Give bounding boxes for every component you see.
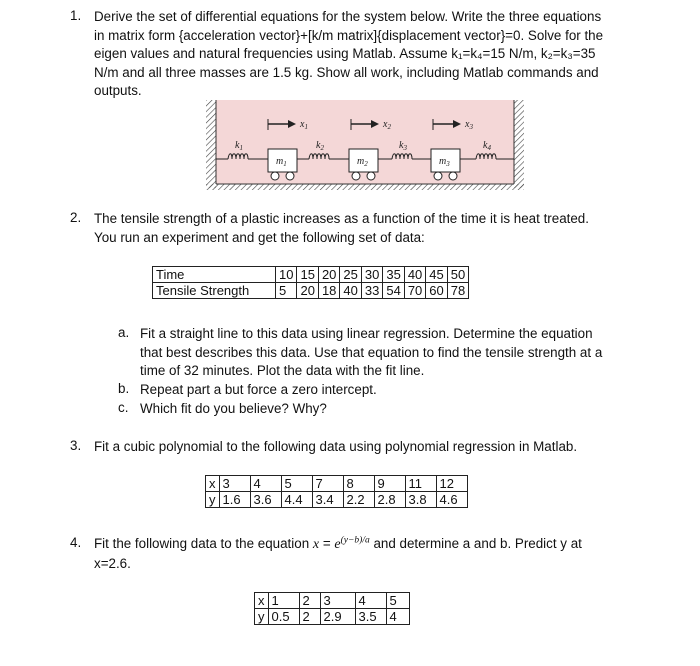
row-label: Tensile Strength <box>153 283 276 299</box>
table-cell: 4.6 <box>436 492 467 508</box>
q3-text <box>94 438 577 457</box>
table-row <box>255 593 410 609</box>
table-cell: 7 <box>312 476 343 492</box>
table-cell: 1.6 <box>219 492 250 508</box>
q2a-line: time of 32 minutes. Plot the data with the fit line. <box>140 363 425 378</box>
ground <box>206 184 524 190</box>
q4-text-before: Fit the following data to the equation <box>94 536 310 551</box>
q4-text <box>94 535 582 573</box>
left-wall <box>206 100 216 188</box>
table-cell: 40 <box>340 283 361 299</box>
k3-label: $k_3$ <box>399 140 407 152</box>
q4-eq-equals: = <box>322 536 331 551</box>
table-cell: 5 <box>276 283 297 299</box>
row-label: Time <box>153 267 276 283</box>
q2-text <box>94 210 589 247</box>
q3-number: 3. <box>70 438 82 453</box>
x3-label: $x_3$ <box>465 119 473 131</box>
table-cell: 4.4 <box>281 492 312 508</box>
svg-text:m3: $m_3$ <box>439 156 450 168</box>
table-cell: 20 <box>318 267 339 283</box>
table-cell: 18 <box>318 283 339 299</box>
table-cell: 4 <box>386 609 409 625</box>
q1-number: 1. <box>70 8 82 23</box>
table-cell: 2 <box>299 593 320 609</box>
q1-text <box>94 8 603 101</box>
svg-text:m2: $m_2$ <box>357 156 368 168</box>
q4-eq-exponent: (y−b)/a <box>340 535 370 546</box>
cubic-data-table <box>205 475 468 508</box>
table-cell: 78 <box>447 283 468 299</box>
q4-equation <box>334 537 369 552</box>
q2a-line: that best describes this data. Use that equation to find the tensile strength at a <box>140 344 603 360</box>
table-cell: 5 <box>386 593 409 609</box>
table-cell: 40 <box>404 267 425 283</box>
q4-eq-var: x <box>312 537 320 552</box>
table-cell: 2 <box>299 609 320 625</box>
k4-label: $k_4$ <box>483 140 491 152</box>
q2a-text <box>140 325 602 381</box>
q4-number: 4. <box>70 535 82 550</box>
q1-line: in matrix form {acceleration vector}+[k/m matrix]{displacement vector}=0. Solve for the <box>94 27 604 43</box>
table-cell: 3 <box>320 593 355 609</box>
table-cell: 20 <box>297 283 318 299</box>
q1-line: N/m and all three masses are 1.5 kg. Show all work, including Matlab commands and <box>94 64 599 80</box>
table-cell: 3.4 <box>312 492 343 508</box>
table-cell: 25 <box>340 267 361 283</box>
q2a-letter: a. <box>118 325 130 340</box>
q2c-letter: c. <box>118 400 129 415</box>
table-cell: 3 <box>219 476 250 492</box>
q4-line <box>94 535 582 555</box>
right-wall <box>514 100 524 188</box>
row-label: y <box>206 492 220 508</box>
row-label: x <box>255 593 269 609</box>
svg-text:m1: $m_1$ <box>276 156 287 168</box>
k1-label: $k_1$ <box>235 140 243 152</box>
table-cell: 0.5 <box>268 609 299 625</box>
table-cell: 54 <box>383 283 404 299</box>
table-cell: 45 <box>426 267 447 283</box>
spring-mass-diagram <box>206 100 524 201</box>
q2c-text <box>140 400 327 419</box>
q2a-line: Fit a straight line to this data using linear regression. Determine the equation <box>140 326 593 341</box>
q2b-line: Repeat part a but force a zero intercept. <box>140 382 377 397</box>
x2-label: $x_2$ <box>383 119 391 131</box>
table-row <box>206 492 468 508</box>
table-cell: 10 <box>276 267 297 283</box>
table-cell: 4 <box>250 476 281 492</box>
q2b-text <box>140 381 377 400</box>
q2-line: The tensile strength of a plastic increases as a function of the time it is heat treated. <box>94 211 589 226</box>
table-cell: 2.2 <box>343 492 374 508</box>
q3-line: Fit a cubic polynomial to the following data using polynomial regression in Matlab. <box>94 439 578 454</box>
table-cell: 30 <box>361 267 382 283</box>
table-cell: 5 <box>281 476 312 492</box>
table-row <box>153 267 469 283</box>
table-cell: 33 <box>361 283 382 299</box>
table-cell: 60 <box>426 283 447 299</box>
q1-line: outputs. <box>94 83 142 98</box>
q4-text-after: and determine a and b. Predict y at <box>373 536 582 551</box>
x1-label: $x_1$ <box>300 119 308 131</box>
q4-line: x=2.6. <box>94 555 131 571</box>
q2-line: You run an experiment and get the following set of data: <box>94 229 425 245</box>
table-cell: 3.5 <box>355 609 386 625</box>
table-cell: 3.6 <box>250 492 281 508</box>
table-cell: 4 <box>355 593 386 609</box>
table-cell: 2.9 <box>320 609 355 625</box>
table-cell: 11 <box>405 476 436 492</box>
table-row <box>206 476 468 492</box>
k2-label: $k_2$ <box>316 140 324 152</box>
table-row <box>153 283 469 299</box>
q2c-line: Which fit do you believe? Why? <box>140 401 327 416</box>
table-cell: 1 <box>268 593 299 609</box>
q4-eq-base: e <box>334 537 341 552</box>
table-cell: 2.8 <box>374 492 405 508</box>
table-cell: 35 <box>383 267 404 283</box>
q1-line: Derive the set of differential equations for the system below. Write the three equations <box>94 9 602 24</box>
q2-number: 2. <box>70 210 82 225</box>
table-cell: 3.8 <box>405 492 436 508</box>
table-row <box>255 609 410 625</box>
tensile-data-table <box>152 266 469 299</box>
table-cell: 15 <box>297 267 318 283</box>
table-cell: 9 <box>374 476 405 492</box>
exponential-data-table <box>254 592 410 625</box>
row-label: y <box>255 609 269 625</box>
q2b-letter: b. <box>118 381 130 396</box>
row-label: x <box>206 476 220 492</box>
table-cell: 12 <box>436 476 467 492</box>
table-cell: 8 <box>343 476 374 492</box>
q1-line: eigen values and natural frequencies using Matlab. Assume k₁=k₄=15 N/m, k₂=k₃=35 <box>94 46 596 61</box>
table-cell: 70 <box>404 283 425 299</box>
table-cell: 50 <box>447 267 468 283</box>
